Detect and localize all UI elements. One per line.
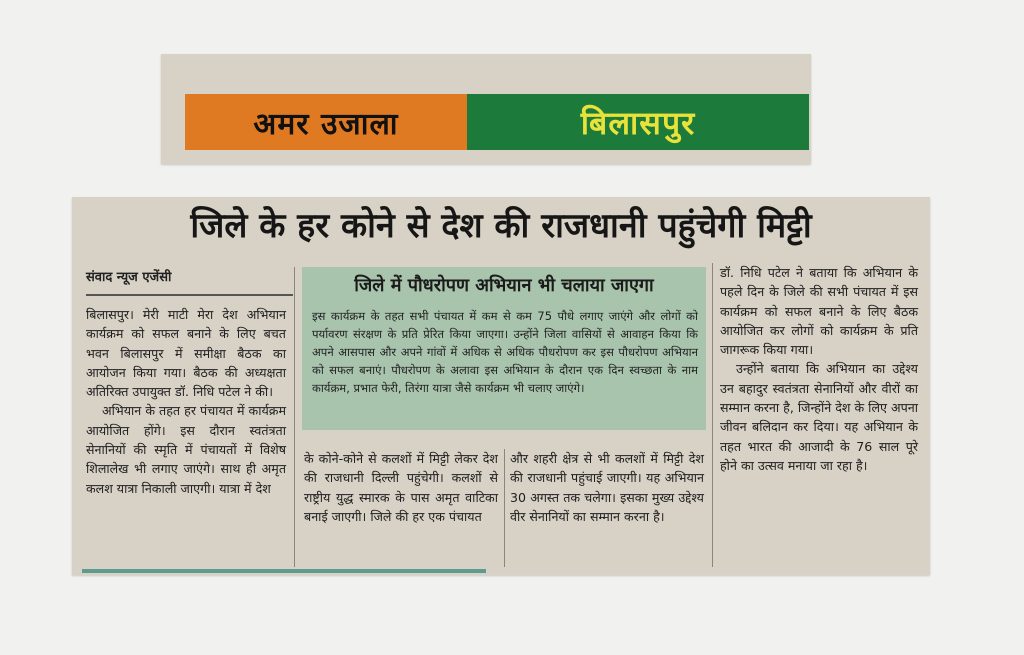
- plantation-box-title: जिले में पौधरोपण अभियान भी चलाया जाएगा: [354, 275, 654, 296]
- byline-rule: [86, 294, 293, 296]
- article-byline: संवाद न्यूज एजेंसी: [86, 270, 172, 285]
- newspaper-logo: अमर उजाला: [253, 106, 399, 142]
- column-1-paragraph: अभियान के तहत हर पंचायत में कार्यक्रम आयोजित होंगे। इस दौरान स्वतंत्रता सेनानियों की स्मृति में पंचायतों में विशेष शिलालेख भी लगाए जाएंगे। साथ ही अमृत कलश यात्रा निकाली जाएगी। यात्रा में देश: [86, 403, 286, 496]
- city-edition-label: बिलासपुर: [580, 103, 696, 142]
- article-clipping: [72, 197, 930, 575]
- column-3-paragraph: और शहरी क्षेत्र से भी कलशों में मिट्टी देश की राजधानी पहुंचाई जाएगी। यह अभियान 30 अगस्त तक चलेगा। इसका मुख्य उद्देश्य वीर सेनानियों का सम्मान करना है।: [510, 451, 704, 524]
- city-edition-panel: [467, 94, 809, 150]
- column-1: [86, 305, 286, 498]
- column-2: [304, 449, 498, 526]
- column-1-paragraph: बिलासपुर। मेरी माटी मेरा देश अभियान कार्यक्रम को सफल बनाने के लिए बचत भवन बिलासपुर में समीक्षा बैठक का आयोजन किया गया। बैठक की अध्यक्षता अतिरिक्त उपायुक्त डॉ. निधि पटेल ने की।: [86, 307, 286, 400]
- plantation-box: [302, 267, 706, 430]
- plantation-box-text: इस कार्यक्रम के तहत सभी पंचायत में कम से कम 75 पौधे लगाए जाएंगे और लोगों को पर्यावरण संरक्षण के प्रति प्रेरित किया जाएगा। उन्होंने जिला वासियों से आवाहन किया कि अपने आसपास और अपने गांवों में अधिक से अधिक पौधरोपण कर इस पौधरोपण अभियान को सफल बनाएं। पौधरोपण के अलावा इस अभियान के दौरान एक दिन स्वच्छता के नाम कार्यक्रम, प्रभात फेरी, तिरंगा यात्रा जैसे कार्यक्रम भी चलाए जाएंगे।: [312, 309, 698, 395]
- column-4-paragraph: डॉ. निधि पटेल ने बताया कि अभियान के पहले दिन के जिले की सभी पंचायत में इस कार्यक्रम को सफल बनाने के लिए बैठक आयोजित कर लोगों को कार्यक्रम के प्रति जागरूक किया गया।: [720, 265, 918, 358]
- newspaper-logo-panel: [185, 94, 467, 150]
- article-headline: जिले के हर कोने से देश की राजधानी पहुंचेगी मिट्टी: [190, 206, 812, 246]
- column-divider: [712, 263, 713, 567]
- column-divider: [504, 449, 505, 567]
- masthead-clipping: [161, 54, 811, 164]
- column-3: [510, 449, 704, 526]
- column-divider: [294, 267, 295, 567]
- column-4: [720, 263, 918, 475]
- bottom-strip: [82, 569, 486, 573]
- column-4-paragraph: उन्होंने बताया कि अभियान का उद्देश्य उन बहादुर स्वतंत्रता सेनानियों और वीरों का सम्मान करना है, जिन्होंने देश के लिए अपना जीवन बलिदान कर दिया। यह अभियान के तहत भारत की आजादी के 76 साल पूरे होने का उत्सव मनाया जा रहा है।: [720, 361, 918, 473]
- column-2-paragraph: के कोने-कोने से कलशों में मिट्टी लेकर देश की राजधानी दिल्ली पहुंचेगी। कलशों से राष्ट्रीय युद्ध स्मारक के पास अमृत वाटिका बनाई जाएगी। जिले की हर एक पंचायत: [304, 451, 498, 524]
